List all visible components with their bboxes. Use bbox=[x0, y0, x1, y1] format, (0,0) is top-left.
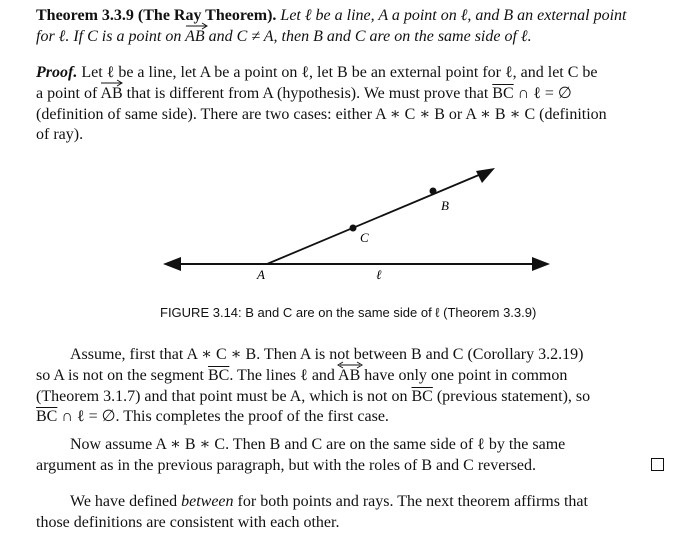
line-label: AB bbox=[338, 367, 361, 384]
qed-box-icon bbox=[651, 458, 664, 471]
figure-3-14 bbox=[0, 150, 700, 300]
segment-notation: $\overline{BC}$ bbox=[208, 367, 230, 384]
para2-line-2: argument as in the previous paragraph, but with the roles of B and C reversed. bbox=[36, 457, 537, 474]
para1-line-4 bbox=[36, 407, 389, 427]
figure-caption: FIGURE 3.14: B and C are on the same side of ℓ (Theorem 3.3.9) bbox=[160, 305, 537, 320]
segment-notation: $\overline{BC}$ bbox=[411, 388, 433, 405]
proof-line-3: (definition of same side). There are two cases: either A ∗ C ∗ B or A ∗ B ∗ C (definition bbox=[36, 106, 607, 123]
para1-line-1: Assume, first that A ∗ C ∗ B. Then A is not between B and C (Corollary 3.2.19) bbox=[70, 346, 584, 363]
double-arrow-icon bbox=[337, 361, 363, 369]
theorem-heading: Theorem 3.3.9 (The Ray Theorem). bbox=[36, 7, 277, 24]
theorem-line-2 bbox=[36, 27, 532, 47]
proof-text: ∩ ℓ = ∅ bbox=[513, 85, 572, 102]
para-text: have only one point in common bbox=[360, 367, 568, 384]
para3-line-1 bbox=[70, 492, 588, 512]
label-a: A bbox=[257, 267, 265, 282]
label-b: B bbox=[441, 198, 449, 213]
theorem-text: and C ≠ A, then B and C are on the same side of ℓ. bbox=[204, 28, 532, 45]
para1-line-3 bbox=[36, 387, 590, 407]
proof-line-4: of ray). bbox=[36, 126, 84, 143]
segment-notation: $\overline{BC}$ bbox=[36, 408, 58, 425]
ray-arrow-icon bbox=[100, 79, 124, 87]
theorem-text: Let ℓ be a line, A a point on ℓ, and B an external point bbox=[280, 7, 627, 24]
segment-notation: $\overline{BC}$ bbox=[492, 85, 514, 102]
ray-notation bbox=[100, 85, 122, 102]
proof-label: Proof. bbox=[36, 64, 78, 81]
para3-line-2: those definitions are consistent with each other. bbox=[36, 514, 340, 531]
proof-line-2 bbox=[36, 84, 572, 104]
theorem-text: for ℓ. If C is a point on bbox=[36, 28, 186, 45]
theorem-line-1 bbox=[36, 6, 626, 26]
para-text: We have defined bbox=[70, 493, 182, 510]
para-text: so A is not on the segment bbox=[36, 367, 208, 384]
para-text: for both points and rays. The next theorem affirms that bbox=[233, 493, 588, 510]
para2-line-1: Now assume A ∗ B ∗ C. Then B and C are on the same side of ℓ by the same bbox=[70, 436, 566, 453]
label-c: C bbox=[360, 230, 369, 245]
para1-line-2 bbox=[36, 366, 567, 386]
ray-label: AB bbox=[100, 85, 123, 102]
proof-text: Let ℓ be a line, let A be a point on ℓ, let B be an external point for ℓ, and let C be bbox=[77, 64, 598, 81]
ray-ab-arrow-icon bbox=[476, 168, 495, 183]
proof-text: that is different from A (hypothesis). We must prove that bbox=[122, 85, 493, 102]
point-c bbox=[350, 225, 357, 232]
ray-label: AB bbox=[185, 28, 205, 45]
para-text: . The lines ℓ and bbox=[229, 367, 339, 384]
line-l-left-arrow-icon bbox=[163, 257, 181, 271]
ray-ab bbox=[267, 172, 486, 264]
point-b bbox=[430, 188, 437, 195]
para-text: ∩ ℓ = ∅. This completes the proof of the first case. bbox=[57, 408, 389, 425]
para-text: (previous statement), so bbox=[432, 388, 591, 405]
proof-text: a point of bbox=[36, 85, 101, 102]
ray-notation bbox=[185, 28, 205, 45]
label-l: ℓ bbox=[376, 267, 382, 282]
emphasis: between bbox=[181, 493, 234, 510]
ray-arrow-icon bbox=[185, 22, 209, 30]
para-text: (Theorem 3.1.7) and that point must be A, which is not on bbox=[36, 388, 412, 405]
line-l-right-arrow-icon bbox=[532, 257, 550, 271]
line-notation bbox=[338, 367, 360, 384]
